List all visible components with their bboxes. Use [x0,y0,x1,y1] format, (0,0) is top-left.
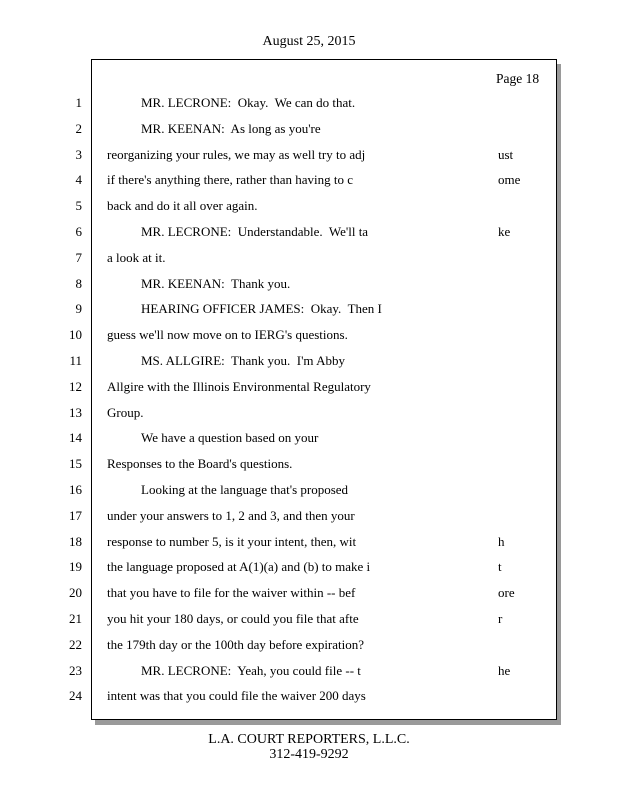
line-number: 3 [75,147,82,162]
document-date: August 25, 2015 [262,34,356,49]
line-split-fragment: ke [498,224,511,239]
line-text: HEARING OFFICER JAMES: Okay. Then I [141,301,382,316]
line-number: 1 [75,95,82,110]
footer-company: L.A. COURT REPORTERS, L.L.C. [208,732,410,747]
line-number: 6 [75,224,82,239]
line-text: MR. LECRONE: Understandable. We'll ta [141,224,369,239]
line-text: you hit your 180 days, or could you file that afte [107,611,359,626]
line-split-fragment: ome [498,172,521,187]
line-text: intent was that you could file the waiver 200 days [107,688,366,703]
line-number: 2 [75,121,82,136]
line-number: 17 [69,508,82,523]
line-number: 11 [69,353,82,368]
line-text: a look at it. [107,250,166,265]
line-text: MS. ALLGIRE: Thank you. I'm Abby [141,353,345,368]
footer [0,732,618,762]
line-split-fragment: t [498,559,502,574]
line-text: response to number 5, is it your intent, then, wit [107,534,357,549]
line-text: guess we'll now move on to IERG's questions. [107,327,348,342]
line-text: that you have to file for the waiver within -- bef [107,585,356,600]
line-number: 21 [69,611,82,626]
line-number: 13 [69,405,82,420]
line-number: 10 [69,327,82,342]
line-text: the 179th day or the 100th day before expiration? [107,637,365,652]
line-text: We have a question based on your [141,430,319,445]
line-split-fragment: he [498,663,511,678]
line-number: 18 [69,534,82,549]
line-text: if there's anything there, rather than having to c [107,172,354,187]
line-number: 20 [69,585,82,600]
line-text: Group. [107,405,144,420]
line-number: 14 [69,430,82,445]
line-number: 24 [69,688,82,703]
line-number: 7 [75,250,82,265]
line-text: Responses to the Board's questions. [107,456,293,471]
line-text: MR. LECRONE: Yeah, you could file -- t [141,663,361,678]
line-text: the language proposed at A(1)(a) and (b) to make i [107,559,371,574]
line-text: MR. KEENAN: As long as you're [141,121,321,136]
line-number: 9 [75,301,82,316]
line-number: 16 [69,482,82,497]
line-text: MR. KEENAN: Thank you. [141,276,291,291]
footer-phone: 312-419-9292 [269,747,349,762]
line-number: 22 [69,637,82,652]
line-text: MR. LECRONE: Okay. We can do that. [141,95,356,110]
line-number: 8 [75,276,82,291]
line-text: under your answers to 1, 2 and 3, and then your [107,508,355,523]
line-text: reorganizing your rules, we may as well try to adj [107,147,366,162]
line-split-fragment: h [498,534,505,549]
line-text: back and do it all over again. [107,198,258,213]
line-split-fragment: ore [498,585,515,600]
line-number: 4 [75,172,82,187]
line-number: 12 [69,379,82,394]
line-number: 15 [69,456,82,471]
line-text: Looking at the language that's proposed [141,482,349,497]
line-split-fragment: r [498,611,503,626]
line-number: 23 [69,663,82,678]
line-number: 19 [69,559,82,574]
page-number: Page 18 [496,71,540,86]
line-split-fragment: ust [498,147,514,162]
line-number: 5 [75,198,82,213]
line-text: Allgire with the Illinois Environmental Regulatory [107,379,371,394]
